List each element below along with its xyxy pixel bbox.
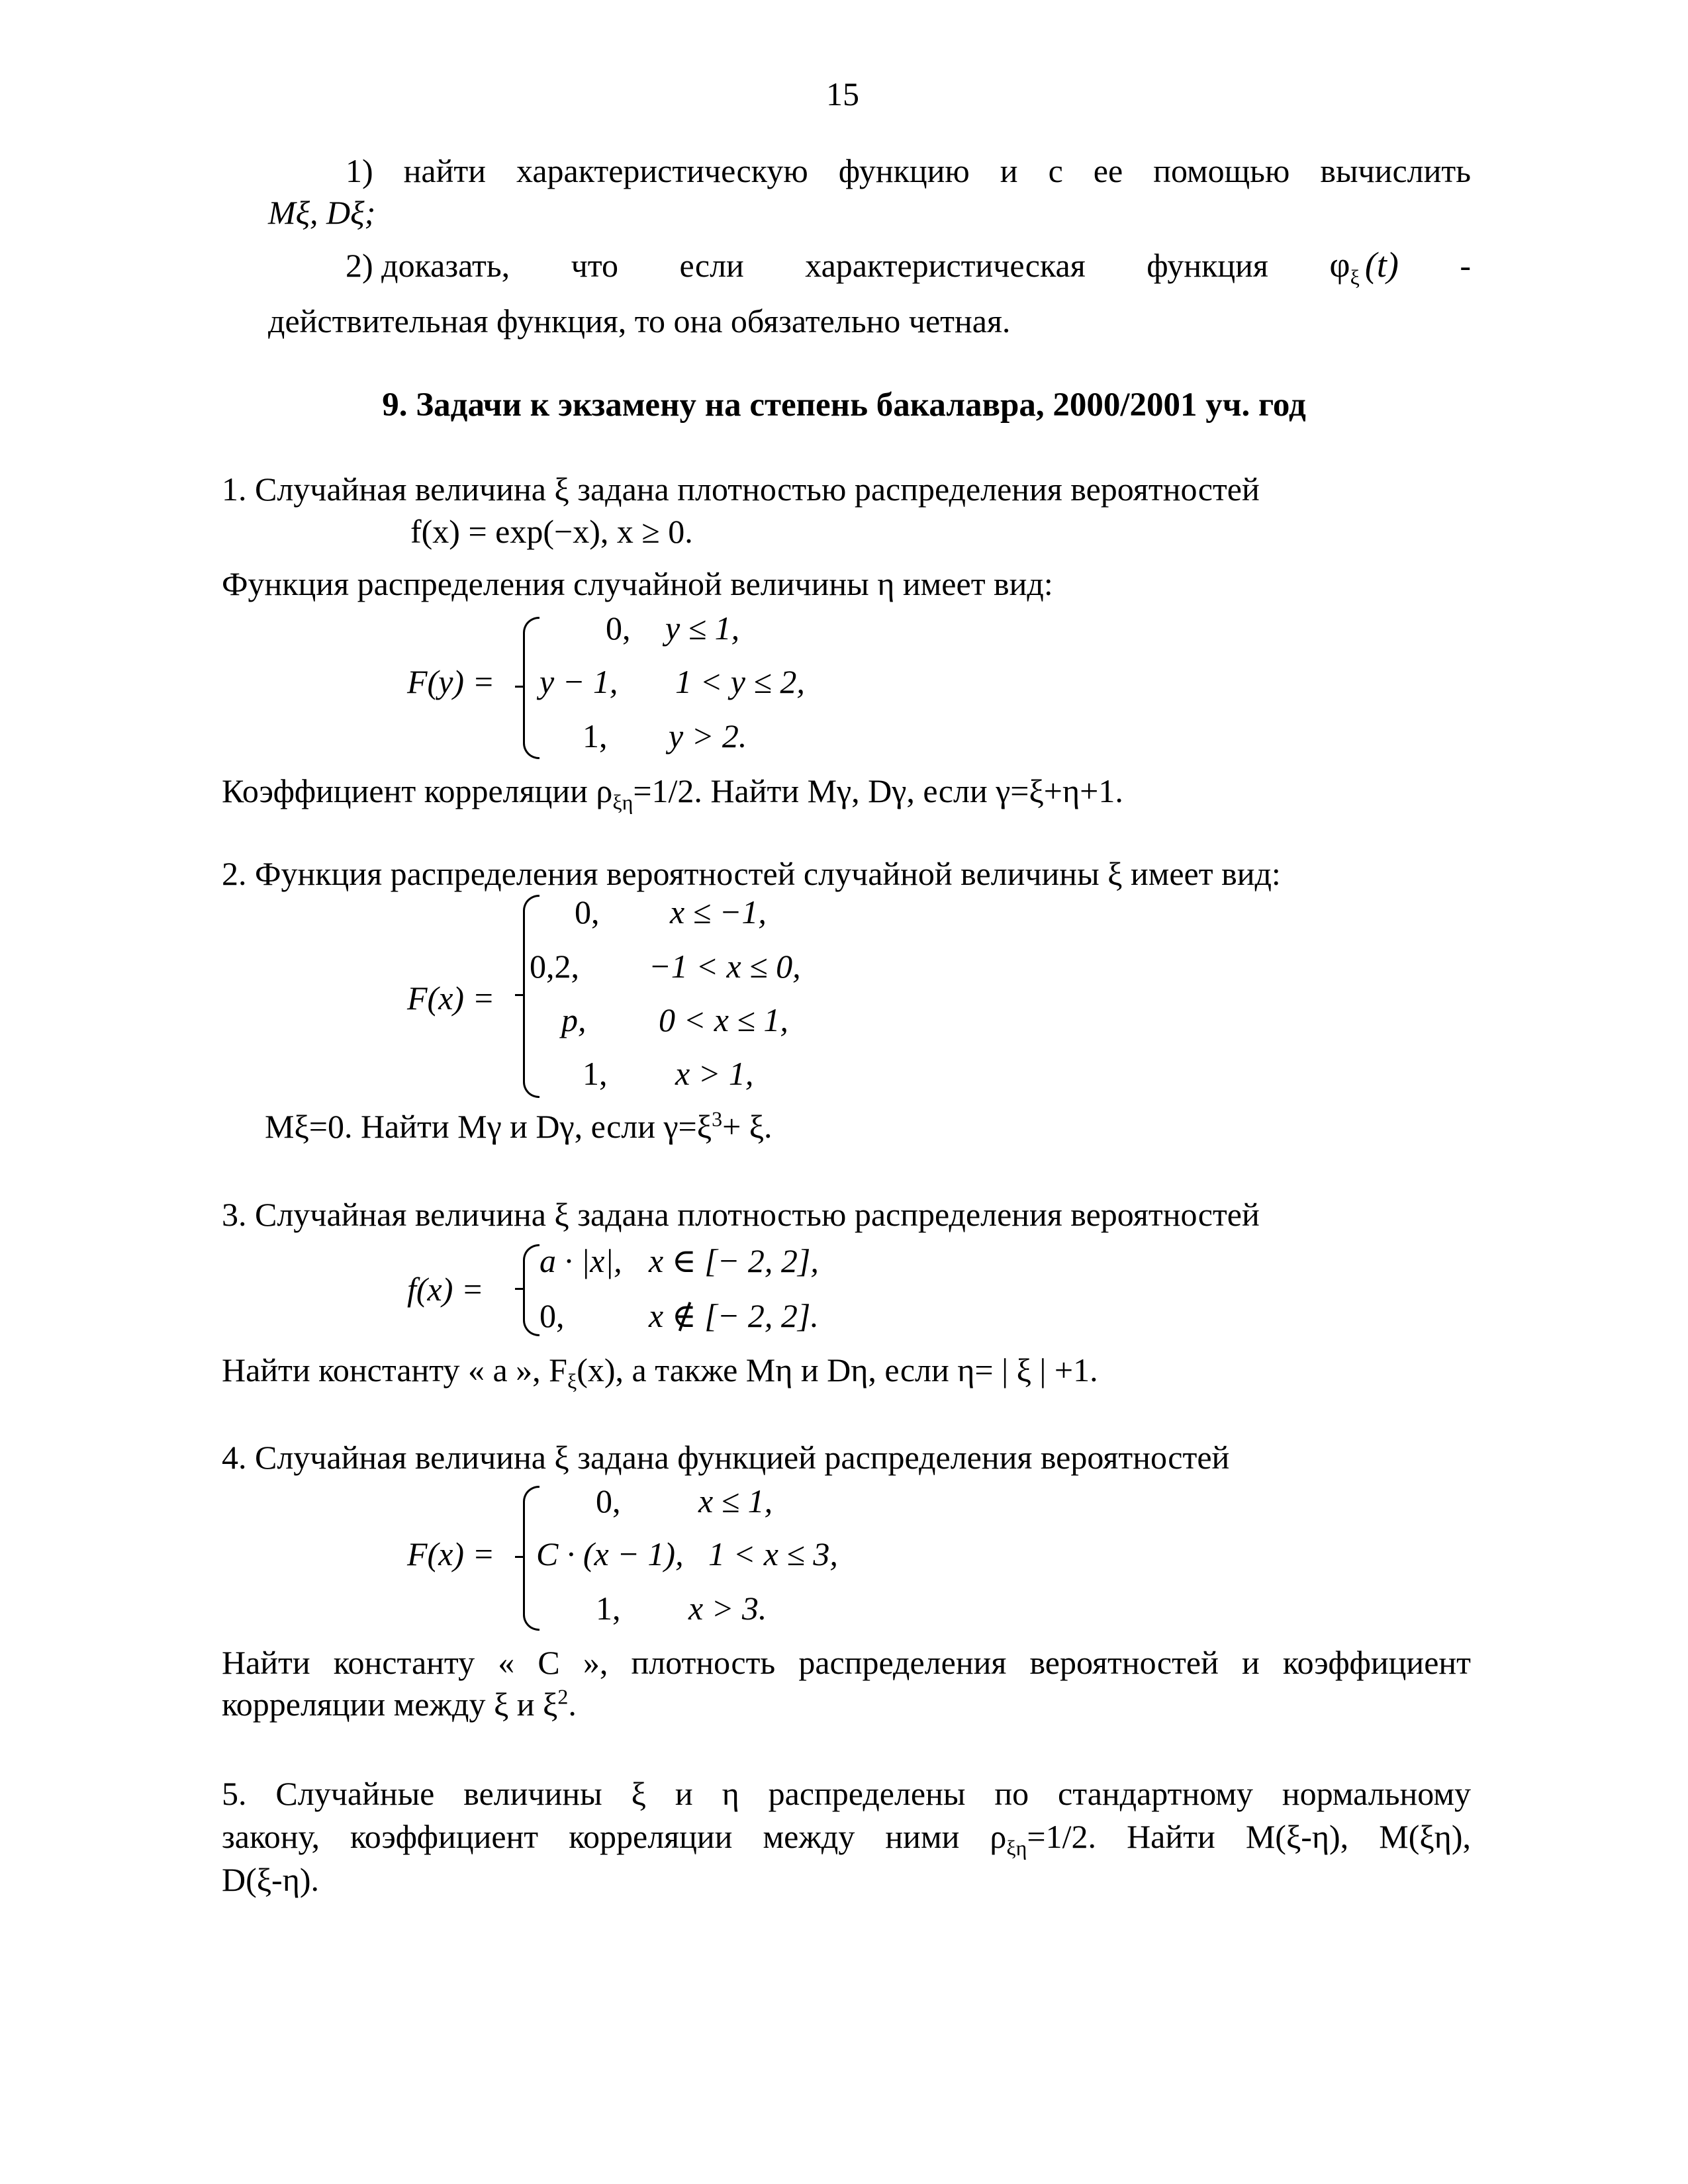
problem-2-case-3-condition: 0 < x ≤ 1, bbox=[659, 1001, 788, 1038]
intro-item-2-e: функция bbox=[1147, 247, 1268, 284]
problem-2-case-2-condition: −1 < x ≤ 0, bbox=[649, 948, 801, 985]
intro-item-1-text: 1) найти характеристическую функцию и с ее помощью вычислить bbox=[346, 152, 1471, 189]
problem-2-statement: 2. Функция распределения вероятностей случайной величины ξ имеет вид: bbox=[222, 855, 1281, 892]
problem-3-lhs: f(x) = bbox=[407, 1271, 484, 1308]
problem-5-line-2-post: =1/2. Найти M(ξ-η), M(ξη), bbox=[1027, 1818, 1471, 1855]
problem-5-line-2 bbox=[222, 1817, 1471, 1860]
problem-3-case-1-condition: x ∈ [− 2, 2], bbox=[649, 1242, 819, 1279]
problem-4-case-1-condition: x ≤ 1, bbox=[698, 1482, 773, 1520]
problem-1-case-3-value: 1, bbox=[583, 717, 608, 754]
problem-2-case-4-value: 1, bbox=[583, 1055, 608, 1092]
phi-argument: (t) bbox=[1364, 245, 1399, 285]
problem-3-question-post: (x), а также Mη и Dη, если η= | ξ | +1. bbox=[577, 1351, 1098, 1388]
problem-5-line-3: D(ξ-η). bbox=[222, 1861, 319, 1898]
problem-1-lhs: F(y) = bbox=[407, 663, 495, 700]
intro-item-1-formula: Mξ, Dξ; bbox=[268, 194, 376, 231]
problem-2-case-1-condition: x ≤ −1, bbox=[670, 893, 767, 931]
problem-1-case-1-value: 0, bbox=[606, 610, 631, 647]
problem-2-question bbox=[265, 1107, 773, 1146]
problem-1-case-2-value: y − 1, bbox=[539, 663, 618, 700]
phi-symbol: φ bbox=[1329, 245, 1350, 285]
problem-1-case-3-condition: y > 2. bbox=[669, 717, 747, 754]
problem-1-line-2: Функция распределения случайной величины η имеет вид: bbox=[222, 565, 1053, 602]
problem-1-density: f(x) = exp(−x), x ≥ 0. bbox=[410, 513, 693, 550]
phi-function bbox=[1329, 245, 1399, 289]
problem-5-line-2-pre: закону, коэффициент корреляции между ними ρ bbox=[222, 1818, 1007, 1855]
problem-1-question-pre: Коэффициент корреляции ρ bbox=[222, 772, 613, 809]
problem-4-statement: 4. Случайная величина ξ задана функцией распределения вероятностей bbox=[222, 1439, 1230, 1476]
problem-5-line-2-sub: ξη bbox=[1006, 1836, 1027, 1860]
problem-4-question-line-1: Найти константу « C », плотность распределения вероятностей и коэффициент bbox=[222, 1644, 1471, 1681]
problem-4-case-1-value: 0, bbox=[596, 1482, 621, 1520]
problem-3-case-2-condition: x ∉ [− 2, 2]. bbox=[649, 1297, 819, 1334]
problem-4-question-line-2 bbox=[222, 1684, 577, 1724]
problem-4-lhs: F(x) = bbox=[407, 1535, 495, 1572]
problem-2-case-2-value: 0,2, bbox=[530, 948, 579, 985]
problem-4-case-3-value: 1, bbox=[596, 1590, 621, 1627]
phi-subscript: ξ bbox=[1350, 265, 1360, 289]
problem-2-case-3-value: p, bbox=[561, 1001, 586, 1038]
intro-item-2-dash: - bbox=[1460, 247, 1471, 284]
intro-item-1 bbox=[346, 151, 1471, 191]
problem-1-case-2-condition: 1 < y ≤ 2, bbox=[675, 663, 805, 700]
intro-item-2 bbox=[346, 245, 1471, 289]
problem-4-case-3-condition: x > 3. bbox=[688, 1590, 767, 1627]
problem-2-question-post: + ξ. bbox=[722, 1108, 773, 1145]
problem-3-statement: 3. Случайная величина ξ задана плотностью распределения вероятностей bbox=[222, 1196, 1260, 1233]
problem-3-question-sub: ξ bbox=[567, 1369, 577, 1393]
problem-2-case-1-value: 0, bbox=[575, 893, 600, 931]
problem-3-case-2-value: 0, bbox=[539, 1297, 565, 1334]
problem-3-question bbox=[222, 1350, 1098, 1393]
intro-item-2-a: 2) доказать, bbox=[346, 247, 510, 284]
problem-4-question-sup: 2 bbox=[557, 1684, 569, 1709]
problem-5-line-1: 5. Случайные величины ξ и η распределены по стандартному нормальному bbox=[222, 1775, 1471, 1812]
problem-3-question-pre: Найти константу « a », F bbox=[222, 1351, 567, 1388]
page-number: 15 bbox=[826, 75, 859, 113]
problem-2-question-sup: 3 bbox=[712, 1107, 723, 1131]
problem-1-question bbox=[222, 771, 1123, 814]
problem-1-case-1-condition: y ≤ 1, bbox=[665, 610, 740, 647]
problem-1-question-sub: ξη bbox=[612, 790, 633, 814]
problem-4-case-2-value: C · (x − 1), bbox=[536, 1535, 684, 1572]
intro-item-2-d: характеристическая bbox=[805, 247, 1086, 284]
problem-4-question-pre: корреляции между ξ и ξ bbox=[222, 1686, 558, 1723]
intro-item-2-b: что bbox=[571, 247, 618, 284]
intro-item-2-c: если bbox=[679, 247, 744, 284]
section-heading: 9. Задачи к экзамену на степень бакалавра, 2000/2001 уч. год bbox=[382, 387, 1306, 424]
problem-1-statement: 1. Случайная величина ξ задана плотностью распределения вероятностей bbox=[222, 471, 1260, 508]
problem-2-lhs: F(x) = bbox=[407, 979, 495, 1017]
problem-4-question-post: . bbox=[568, 1686, 577, 1723]
problem-2-question-pre: Mξ=0. Найти Mγ и Dγ, если γ=ξ bbox=[265, 1108, 712, 1145]
problem-4-case-2-condition: 1 < x ≤ 3, bbox=[708, 1535, 838, 1572]
problem-2-case-4-condition: x > 1, bbox=[675, 1055, 754, 1092]
problem-3-case-1-value: a · |x|, bbox=[539, 1242, 622, 1279]
problem-1-question-post: =1/2. Найти Mγ, Dγ, если γ=ξ+η+1. bbox=[633, 772, 1123, 809]
intro-item-2-line-2: действительная функция, то она обязательно четная. bbox=[268, 302, 1011, 340]
